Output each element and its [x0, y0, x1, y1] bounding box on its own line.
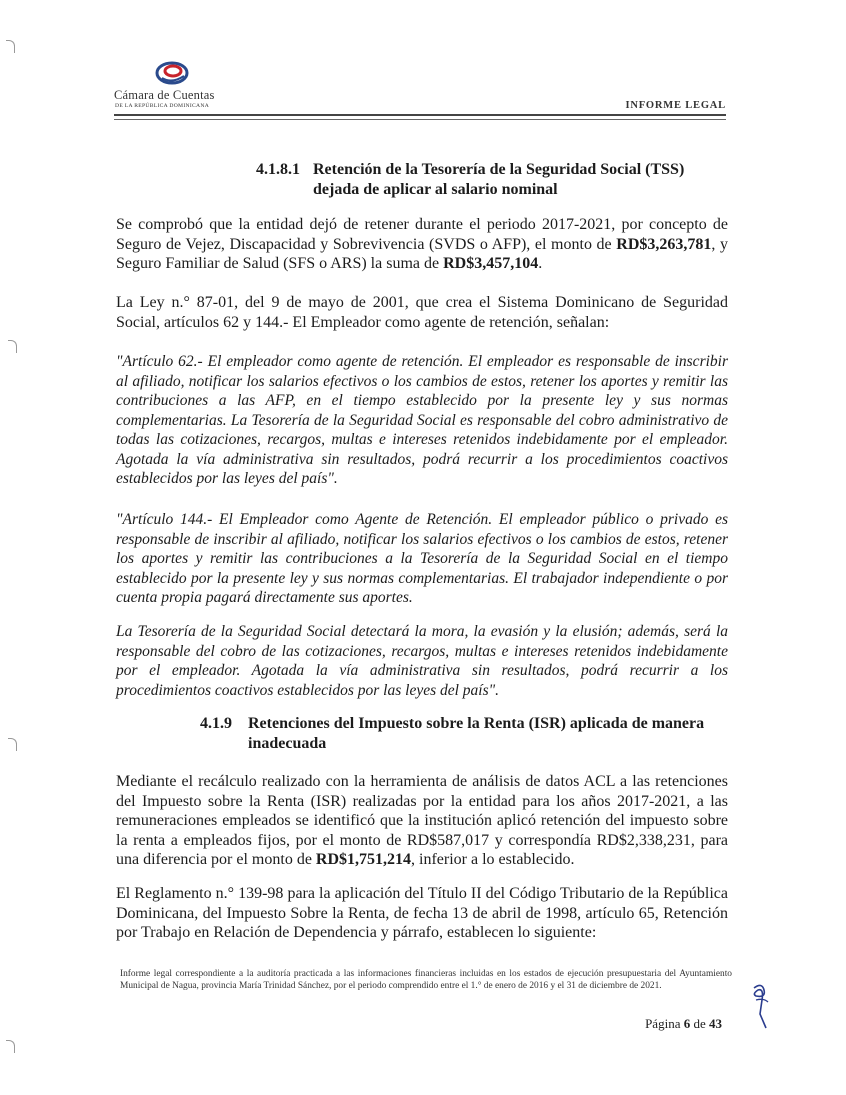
quote-article-144: "Artículo 144.- El Empleador como Agente de Retención. El empleador público o privado es responsable de inscribir al afiliado, notificar los salarios efectivos o los cambios de estos, retener los aportes y remitir las contribuciones a la Tesorería de la Seguridad Social en el tiempo establecido por la presente ley y sus normas complementarias. El trabajador independiente o por cuenta propia pagará directamente sus aportes. — [116, 511, 728, 606]
document-type-label: INFORME LEGAL — [625, 100, 726, 111]
paragraph-law-87-01: La Ley n.° 87-01, del 9 de mayo de 2001, que crea el Sistema Dominicano de Seguridad Social, artículos 62 y 144.- El Empleador como agente de retención, señalan: — [116, 294, 728, 331]
paragraph-text: Mediante el recálculo realizado con la herramienta de análisis de datos ACL a las retenciones del Impuesto sobre la Renta (ISR) realizadas por la entidad para los años 2017-2021, a las remuneraciones empleados se identificó que la institución aplicó retención del impuesto sobre la renta a empleados fijos, por el monto de RD$587,017 y correspondía RD$2,338,231, para una diferencia por el monto de — [116, 773, 728, 868]
logo-emblem-icon — [154, 58, 190, 86]
paragraph-text: , y Seguro Familiar de Salud (SFS o ARS) la suma de — [116, 235, 729, 272]
section-number: 4.1.9 — [200, 715, 232, 732]
amount-difference: RD$1,751,214 — [315, 851, 412, 868]
page-current: 6 — [683, 1016, 691, 1031]
handwritten-signature-icon — [748, 980, 772, 1030]
paragraph-text: Se comprobó que la entidad dejó de retener durante el periodo 2017-2021, por concepto de Seguro de Vejez, Discapacidad y Sobrevivencia (SVDS o AFP), el monto de — [116, 216, 728, 253]
signature-initials — [748, 980, 772, 1035]
header-divider-thin — [114, 119, 726, 120]
org-logo — [114, 58, 254, 114]
page-separator: de — [693, 1016, 706, 1031]
scan-mark — [8, 738, 17, 751]
amount-svds: RD$3,263,781 — [616, 235, 712, 253]
org-subtitle: DE LA REPÚBLICA DOMINICANA — [115, 103, 210, 109]
header-divider — [114, 114, 726, 116]
section-title-line1: Retención de la Tesorería de la Seguridad Social (TSS) — [313, 161, 685, 178]
section-heading-419 — [200, 714, 730, 756]
paragraph-regulation-139-98: El Reglamento n.° 139-98 para la aplicación del Título II del Código Tributario de la República Dominicana, del Impuesto Sobre la Renta, de fecha 13 de abril de 1998, artículo 65, Retención por Trabajo en Relación de Dependencia y párrafo, establecen lo siguiente: — [116, 885, 728, 941]
org-name: Cámara de Cuentas — [114, 88, 215, 102]
scan-mark — [8, 340, 17, 353]
amount-sfs: RD$3,457,104 — [443, 255, 539, 272]
footer-note: Informe legal correspondiente a la auditoría practicada a las informaciones financieras incluidas en los estados de ejecución presupuestaria del Ayuntamiento Municipal de Nagua, provincia María Trinidad Sánchez, por el periodo comprendido entre el 1.° de enero de 2016 y el 31 de diciembre de 2021. — [120, 969, 732, 991]
section-title-line2: dejada de aplicar al salario nominal — [313, 181, 558, 198]
paragraph-tss-findings — [116, 215, 728, 274]
quote-article-144-continued: La Tesorería de la Seguridad Social detectará la mora, la evasión y la elusión; además, será la responsable del cobro de las cotizaciones, recargos, multas e intereses retenidos indebidamente por el empleador. Agotada la vía administrativa sin resultados, podrá recurrir a los procedimientos coactivos establecidos por las leyes del país". — [116, 623, 728, 699]
section-title-line2: inadecuada — [248, 735, 327, 752]
paragraph-text: . — [538, 255, 543, 272]
paragraph-text: , inferior a lo establecido. — [411, 851, 575, 868]
page-number — [645, 1016, 722, 1032]
quote-article-62: "Artículo 62.- El empleador como agente de retención. El empleador es responsable de inscribir al afiliado, notificar los salarios efectivos o los cambios de estos, retener los aportes y remitir las contribuciones a las AFP, en el tiempo establecido por la presente ley y sus normas complementarias. La Tesorería de la Seguridad Social es responsable del cobro administrativo de todas las cotizaciones, recargos, multas e intereses retenidos indebidamente por el empleador. Agotada la vía administrativa sin resultados, podrá recurrir a los procedimientos coactivos establecidos por las leyes del país". — [116, 353, 728, 487]
section-number: 4.1.8.1 — [256, 161, 300, 178]
section-title-line1: Retenciones del Impuesto sobre la Renta (ISR) aplicada de manera — [248, 715, 705, 732]
paragraph-isr-findings — [116, 772, 728, 870]
section-heading-4181 — [256, 160, 736, 202]
page-total: 43 — [709, 1016, 722, 1031]
scan-mark — [6, 1040, 15, 1053]
scan-mark — [6, 40, 15, 53]
page-prefix: Página — [645, 1016, 681, 1031]
